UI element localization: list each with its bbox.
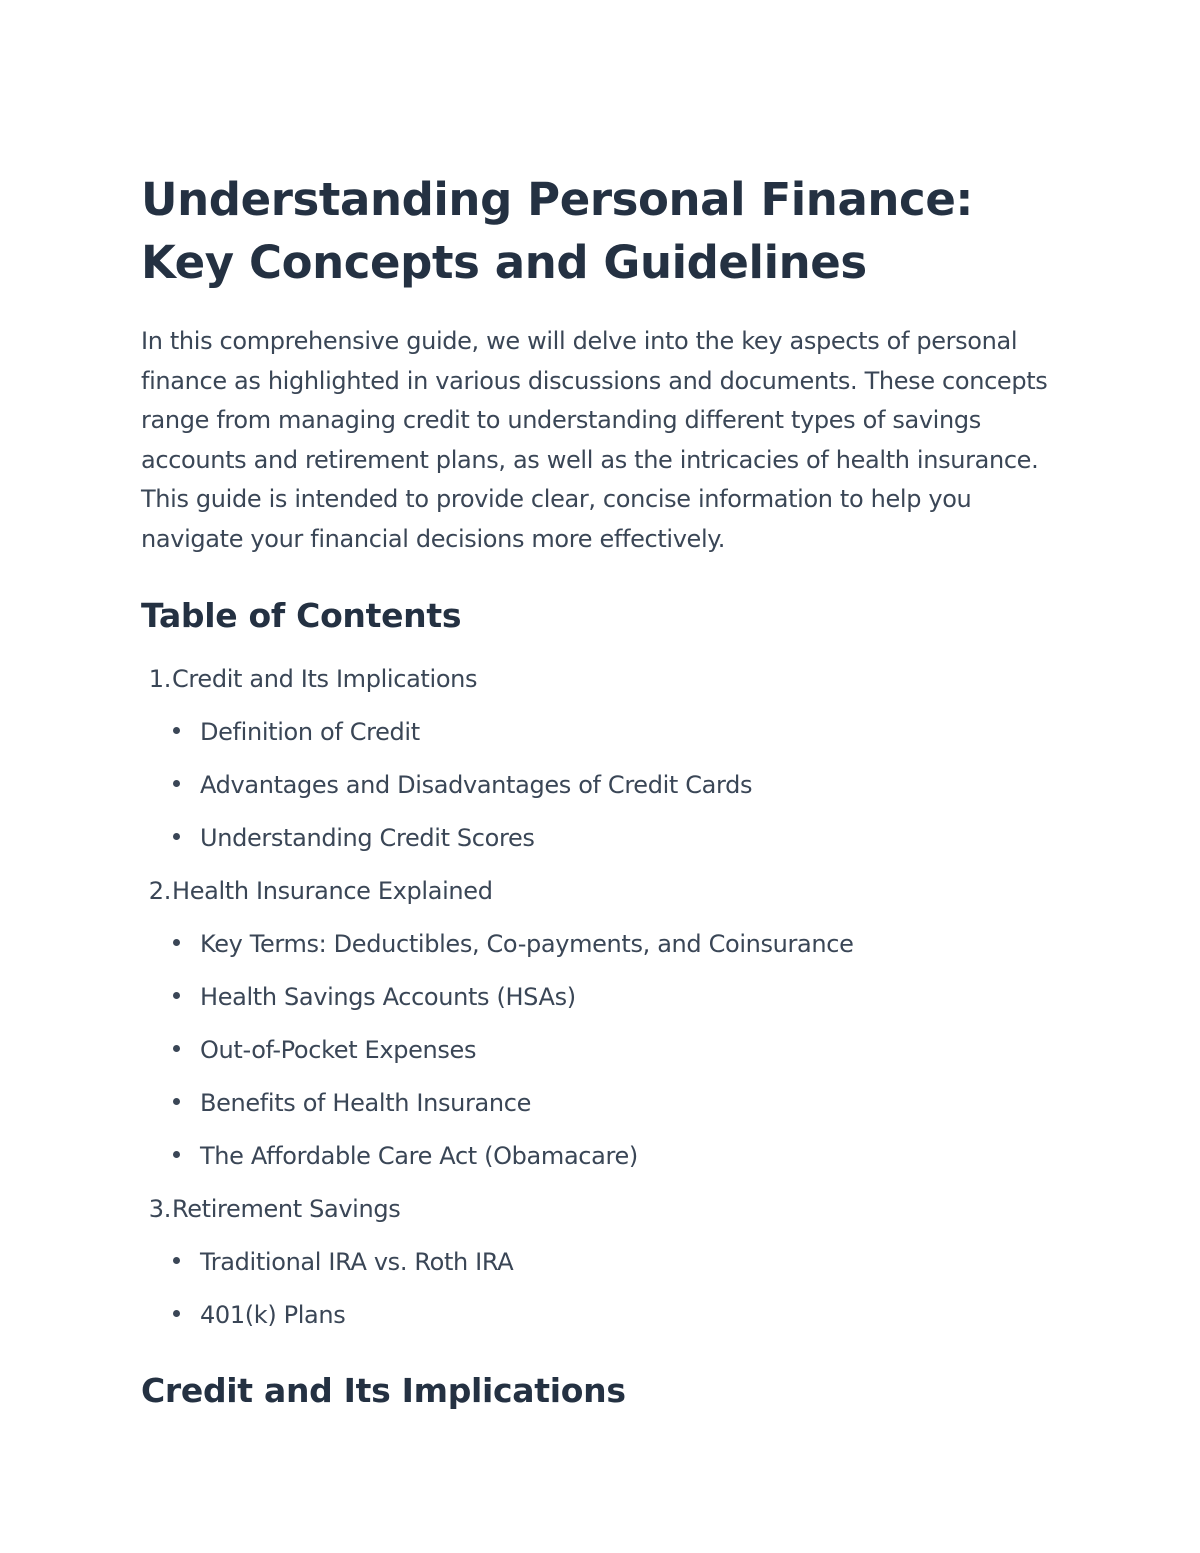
toc-section-line xyxy=(141,1190,1060,1243)
bullet-icon xyxy=(173,1310,180,1317)
bullet-icon xyxy=(173,1257,180,1264)
toc-subitem xyxy=(141,713,1060,766)
bullet-icon xyxy=(173,992,180,999)
toc-heading: Table of Contents xyxy=(141,595,462,635)
toc-sublist xyxy=(141,1243,1060,1349)
intro-paragraph: In this comprehensive guide, we will delve into the key aspects of personal finance as highlighted in various discussions and documents. These concepts range from managing credit to understanding different types of savings accounts and retirement plans, as well as the intricacies of health insurance. This guide is intended to provide clear, concise information to help you navigate your financial decisions more effectively. xyxy=(141,327,1048,553)
toc-subitem-label: Advantages and Disadvantages of Credit Cards xyxy=(200,770,753,799)
toc-subitem-label: Traditional IRA vs. Roth IRA xyxy=(200,1247,514,1276)
toc-section-health-insurance xyxy=(141,872,1060,1190)
toc-section-label: Credit and Its Implications xyxy=(172,664,478,693)
toc-subitem xyxy=(141,1296,1060,1349)
toc-subitem-label: The Affordable Care Act (Obamacare) xyxy=(200,1141,638,1170)
toc-subitem-label: Benefits of Health Insurance xyxy=(200,1088,532,1117)
bullet-icon xyxy=(173,939,180,946)
toc-section-number: 1. xyxy=(148,664,171,693)
bullet-icon xyxy=(173,1098,180,1105)
section-heading-credit: Credit and Its Implications xyxy=(141,1370,626,1410)
toc-section-line xyxy=(141,660,1060,713)
table-of-contents xyxy=(141,660,1060,1349)
toc-section-label: Health Insurance Explained xyxy=(172,876,493,905)
toc-subitem-label: Understanding Credit Scores xyxy=(200,823,535,852)
toc-subitem xyxy=(141,978,1060,1031)
toc-subitem xyxy=(141,925,1060,978)
toc-section-number: 3. xyxy=(148,1194,171,1223)
toc-subitem xyxy=(141,819,1060,872)
toc-subitem xyxy=(141,1137,1060,1190)
bullet-icon xyxy=(173,780,180,787)
toc-section-number: 2. xyxy=(148,876,171,905)
toc-section-credit xyxy=(141,660,1060,872)
toc-subitem xyxy=(141,1243,1060,1296)
toc-section-label: Retirement Savings xyxy=(172,1194,401,1223)
bullet-icon xyxy=(173,1045,180,1052)
bullet-icon xyxy=(173,833,180,840)
toc-subitem xyxy=(141,1031,1060,1084)
toc-sublist xyxy=(141,713,1060,872)
toc-subitem-label: Out-of-Pocket Expenses xyxy=(200,1035,477,1064)
bullet-icon xyxy=(173,727,180,734)
toc-section-line xyxy=(141,872,1060,925)
toc-subitem-label: Definition of Credit xyxy=(200,717,420,746)
toc-subitem-label: 401(k) Plans xyxy=(200,1300,346,1329)
bullet-icon xyxy=(173,1151,180,1158)
toc-section-retirement xyxy=(141,1190,1060,1349)
toc-sublist xyxy=(141,925,1060,1190)
toc-subitem xyxy=(141,1084,1060,1137)
toc-subitem-label: Health Savings Accounts (HSAs) xyxy=(200,982,576,1011)
document-title: Understanding Personal Finance: Key Concepts and Guidelines xyxy=(141,173,974,289)
toc-subitem-label: Key Terms: Deductibles, Co-payments, and Coinsurance xyxy=(200,929,854,958)
toc-subitem xyxy=(141,766,1060,819)
